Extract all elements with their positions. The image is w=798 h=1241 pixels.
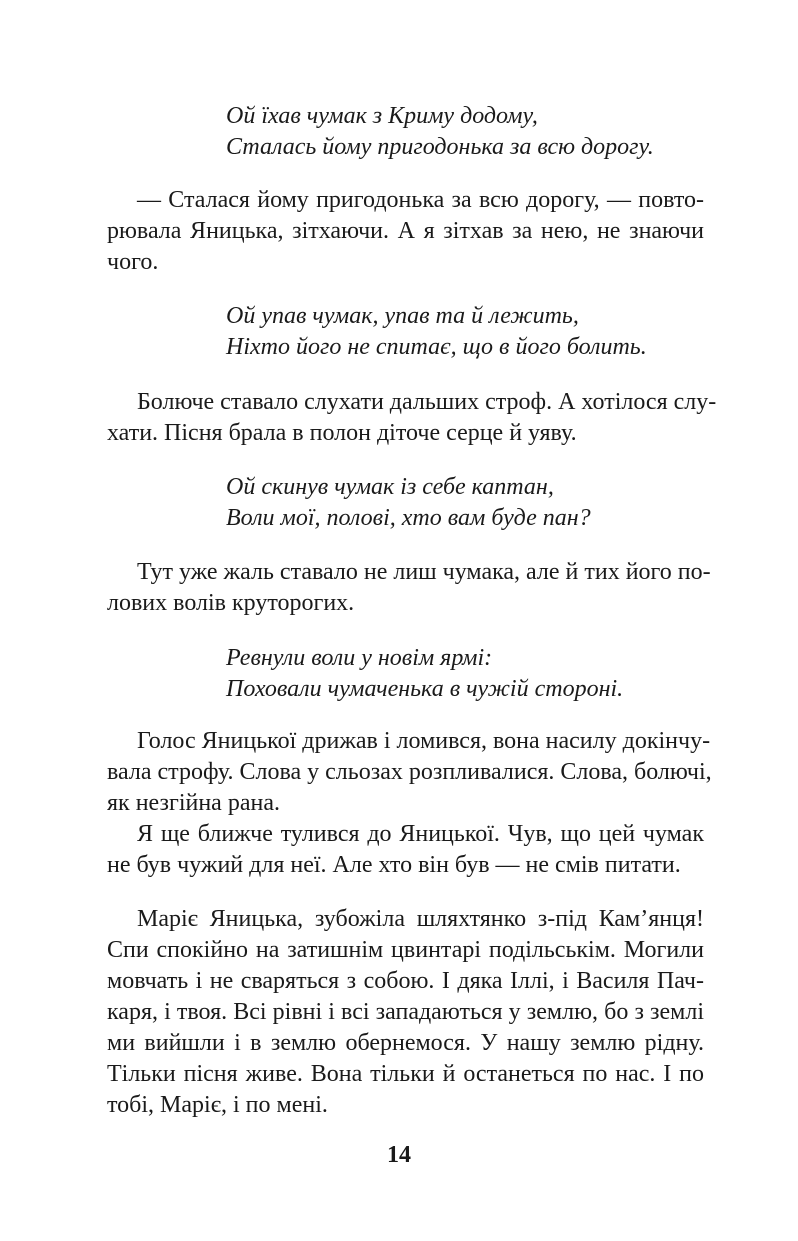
verse-line: Ревнули воли у новім ярмі: [226,645,493,671]
verse-line: Поховали чумаченька в чужій стороні. [226,676,624,702]
verse-line: Сталась йому пригодонька за всю дорогу. [226,134,654,160]
text-line: Тут уже жаль ставало не лиш чумака, але й тих його по- [137,559,711,585]
text-line: ми вийшли і в землю обернемося. У нашу землю рідну. [107,1030,704,1056]
text-line: хати. Пісня брала в полон діточе серце й уяву. [107,420,577,446]
text-line: лових волів круторогих. [107,590,355,616]
verse-line: Ой упав чумак, упав та й лежить, [226,303,579,329]
prose-paragraph [107,557,711,619]
text-line: Я ще ближче тулився до Яницької. Чув, що цей чумак [137,821,704,847]
verse-line: Ніхто його не спитає, що в його болить. [226,334,647,360]
text-line: рювала Яницька, зітхаючи. А я зітхав за нею, не знаючи [107,218,704,244]
verse-line: Ой скинув чумак із себе каптан, [226,474,554,500]
prose-paragraph [107,387,717,449]
verse-stanza [226,472,591,534]
verse-stanza [226,301,647,363]
page-number: 14 [387,1142,411,1168]
text-line: Тільки пісня живе. Вона тільки й останеться по нас. І по [107,1061,704,1087]
verse-line: Воли мої, полові, хто вам буде пан? [226,505,591,531]
text-line: Спи спокійно на затишнім цвинтарі подільськім. Могили [107,937,704,963]
text-line: — Сталася йому пригодонька за всю дорогу, — повто- [137,187,704,213]
prose-paragraph [107,819,704,881]
verse-line: Ой їхав чумак з Криму додому, [226,103,538,129]
prose-paragraph [107,904,704,1121]
text-line: каря, і твоя. Всі рівні і всі западаються у землю, бо з землі [107,999,704,1025]
prose-paragraph [107,726,712,819]
prose-paragraph [107,185,704,278]
text-line: чого. [107,249,159,275]
text-line: вала строфу. Слова у сльозах розпливалися. Слова, болючі, [107,759,712,785]
text-line: тобі, Маріє, і по мені. [107,1092,328,1118]
text-line: як незгійна рана. [107,790,280,816]
text-line: Болюче ставало слухати дальших строф. А хотілося слу- [137,389,717,415]
text-line: мовчать і не сваряться з собою. І дяка Іллі, і Василя Пач- [107,968,704,994]
verse-stanza [226,101,654,163]
text-line: Голос Яницької дрижав і ломився, вона насилу докінчу- [137,728,711,754]
verse-stanza [226,643,623,705]
text-line: не був чужий для неї. Але хто він був — не смів питати. [107,852,681,878]
text-line: Маріє Яницька, зубожіла шляхтянко з-під Кам’янця! [137,906,704,932]
